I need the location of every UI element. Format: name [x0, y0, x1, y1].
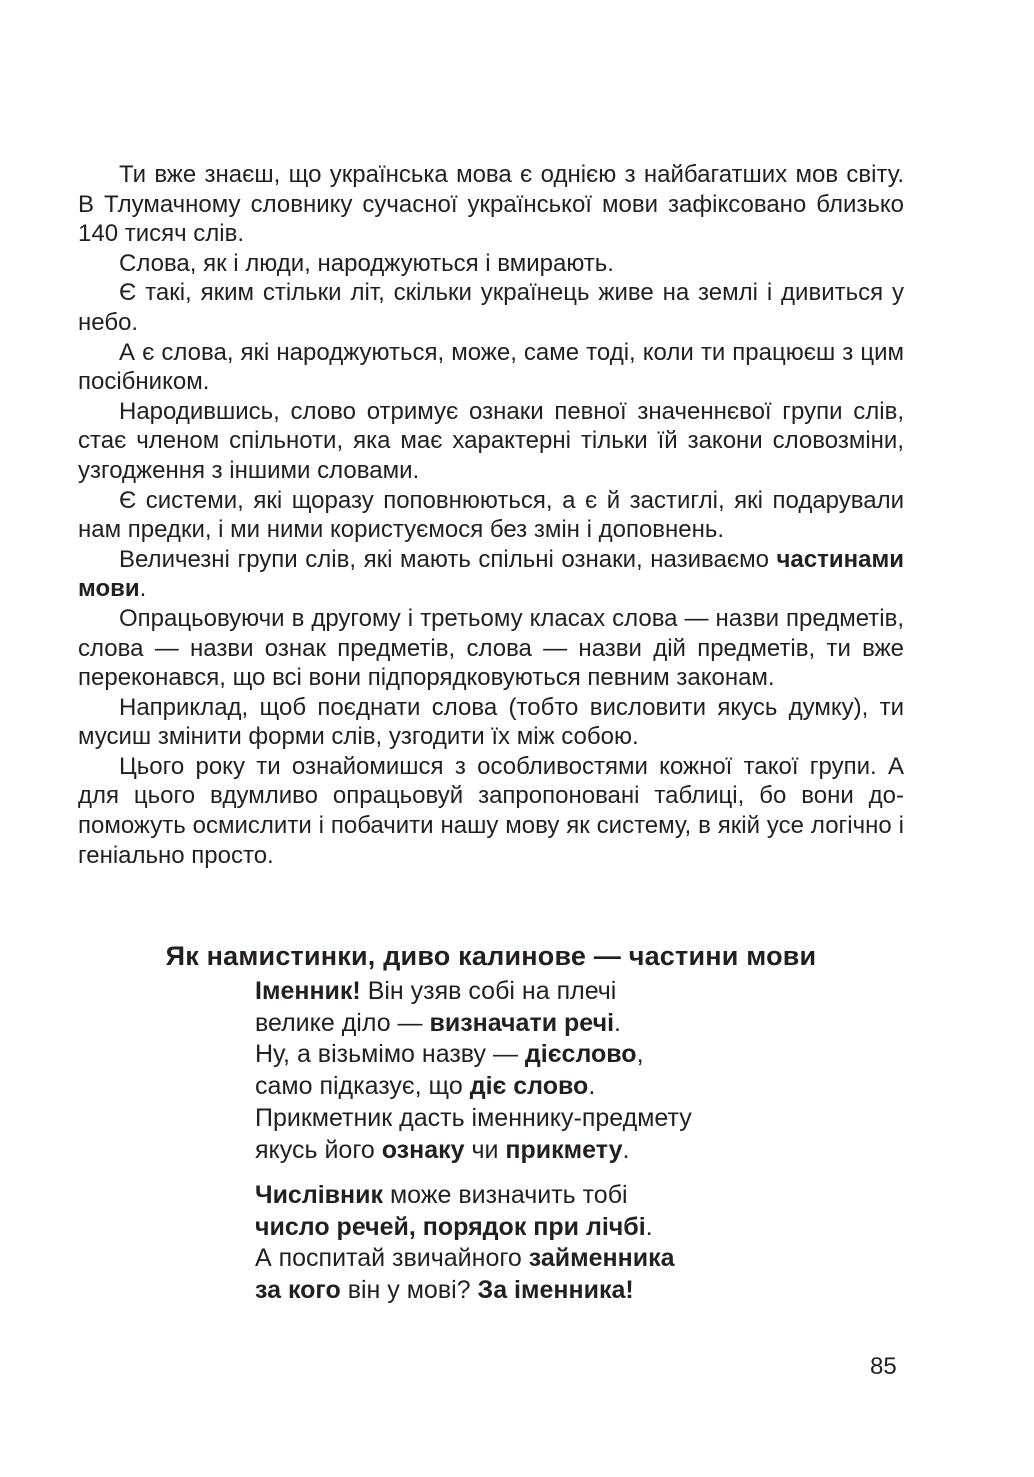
- poem-line: велике діло — визначати речі.: [255, 1008, 621, 1037]
- paragraph: Є такі, яким стільки літ, скільки українець живе на землі і дивиться у небо.: [78, 279, 904, 336]
- poem-line: Числівник може визначить тобі: [255, 1181, 628, 1209]
- poem-stanza: [255, 976, 875, 1166]
- poem-line: Іменник! Він узяв собі на плечі: [255, 977, 617, 1005]
- poem-line: Ну, а візьмімо назву — дієслово,: [255, 1040, 644, 1069]
- poem-line: А поспитай звичайного займенника: [255, 1244, 675, 1273]
- poem-stanza: [255, 1180, 875, 1307]
- paragraph: Слова, як і люди, народжуються і вмирають.: [119, 249, 614, 277]
- poem-line: Прикметник дасть іменнику-предмету: [255, 1103, 692, 1132]
- paragraph: Народившись, слово отримує ознаки певної значеннєвої групи слів, стає членом спільноти, яка має характерні тільки їй закони словозміни, узгодження з іншими словами.: [78, 397, 904, 484]
- poem-title: Як намистинки, диво калинове — частини мови: [165, 941, 817, 971]
- paragraph: А є слова, які народжуються, може, саме тоді, коли ти працюєш з цим посібником.: [78, 338, 904, 396]
- paragraph: Величезні групи слів, які мають спільні ознаки, називаємо частинами мови.: [78, 545, 904, 603]
- paragraph: Ти вже знаєш, що українська мова є однією з найбагатших мов світу. В Тлумачному словнику сучасної української мови зафіксовано близько 140 тисяч слів.: [78, 161, 904, 248]
- paragraph: Є системи, які щоразу поповнюються, а є й застиглі, які подарували нам предки, і ми ними користуємося без змін і доповнень.: [78, 486, 904, 544]
- poem-line: само підказує, що діє слово.: [255, 1072, 596, 1101]
- paragraph: Цього року ти ознайомишся з особливостями кожної такої групи. А для цього вдумливо опрацьовуй запропоновані таблиці, бо вони допоможуть осмислити і побачити нашу мову як систему, в якій усе логічно і геніально просто.: [78, 752, 904, 869]
- paragraph: Опрацьовуючи в другому і третьому класах слова — назви предметів, слова — назви ознак предметів, слова — назви дій предметів, ти вже переконався, що всі вони підпорядковуються певним законам.: [78, 604, 904, 692]
- term-highlight: частинами мови: [78, 545, 904, 603]
- intro-text: [78, 160, 904, 870]
- page-number: 85: [870, 1353, 897, 1380]
- poem-line: за кого він у мові? За іменника!: [255, 1276, 634, 1305]
- poem-line: якусь його ознаку чи прикмету.: [255, 1135, 630, 1164]
- poem-line: число речей, порядок при лічбі.: [255, 1212, 653, 1241]
- paragraph: Наприклад, щоб поєднати слова (тобто висловити якусь думку), ти мусиш змінити форми слів, узгодити їх між собою.: [78, 693, 904, 751]
